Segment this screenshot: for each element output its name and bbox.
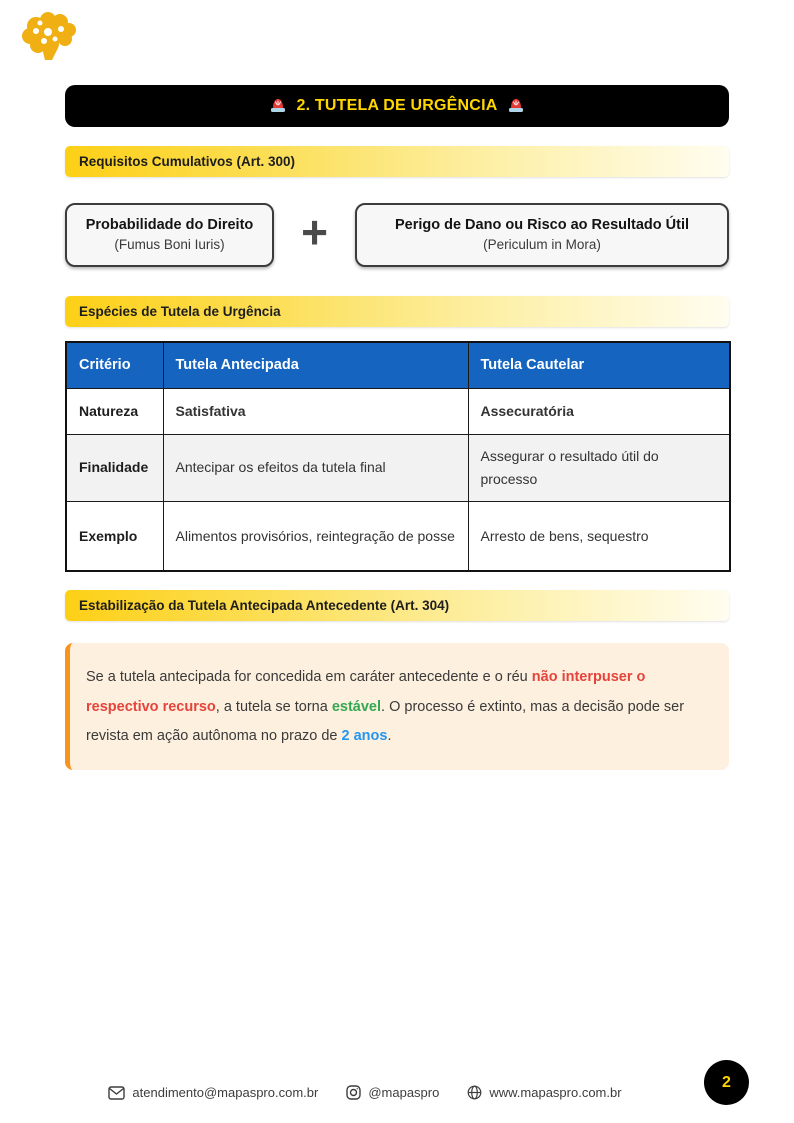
table-cell-antecipada: Alimentos provisórios, reintegração de posse [163, 501, 468, 571]
requirements-row [65, 203, 729, 267]
callout-text-segment: , a tutela se torna [215, 698, 332, 715]
globe-icon [467, 1085, 482, 1100]
table-header-criterio: Critério [66, 342, 163, 388]
callout-text-segment: Se a tutela antecipada for concedida em caráter antecedente e o réu [86, 669, 532, 685]
table-row [66, 501, 730, 571]
footer-website[interactable] [467, 1085, 621, 1100]
especies-table [65, 341, 731, 572]
mail-icon [108, 1086, 125, 1100]
page-number: 2 [722, 1073, 731, 1091]
table-header-cautelar: Tutela Cautelar [468, 342, 730, 388]
siren-icon [507, 95, 525, 118]
table-cell-cautelar: Arresto de bens, sequestro [468, 501, 730, 571]
table-cell-cautelar: Assecuratória [468, 388, 730, 434]
requirement-box-probabilidade [65, 203, 274, 267]
requirement-box-perigo [355, 203, 729, 267]
callout-text-segment: estável [331, 698, 382, 715]
footer-website-text: www.mapaspro.com.br [489, 1085, 622, 1100]
table-row [66, 388, 730, 434]
table-cell-criterion: Natureza [66, 388, 163, 434]
footer-instagram-text: @mapaspro [368, 1085, 440, 1100]
section-header-label: Estabilização da Tutela Antecipada Antecedente (Art. 304) [79, 598, 450, 613]
requirement-subtitle: (Periculum in Mora) [483, 237, 601, 253]
siren-icon [269, 95, 287, 118]
requirement-title: Probabilidade do Direito [85, 216, 254, 233]
section-header-estabilizacao [65, 590, 729, 621]
table-header-row [66, 342, 730, 388]
table-cell-antecipada: Satisfativa [163, 388, 468, 434]
section-header-especies [65, 296, 729, 327]
plus-operator-wrap [274, 203, 355, 267]
callout-text-segment: não interpuser o respectivo recurso [86, 669, 646, 715]
callout-text-segment: . [387, 728, 392, 745]
callout-text-segment: . O processo é extinto, mas a decisão pode ser revista em ação autônoma no prazo de [86, 698, 685, 745]
brain-logo-icon [18, 8, 82, 66]
section-header-label: Requisitos Cumulativos (Art. 300) [79, 154, 296, 169]
section-header-label: Espécies de Tutela de Urgência [79, 304, 281, 319]
callout-text-segment: 2 anos [341, 728, 388, 745]
footer-email[interactable] [108, 1085, 318, 1100]
table-cell-antecipada: Antecipar os efeitos da tutela final [163, 434, 468, 501]
requirement-title: Perigo de Dano ou Risco ao Resultado Útil [394, 216, 690, 233]
page-title-bar [65, 85, 729, 127]
footer-email-text: atendimento@mapaspro.com.br [132, 1085, 319, 1100]
plus-icon: + [301, 206, 328, 258]
footer [65, 1085, 665, 1100]
page-title: 2. TUTELA DE URGÊNCIA [296, 97, 498, 114]
section-header-requisitos [65, 146, 729, 177]
page-number-badge [704, 1060, 749, 1105]
instagram-icon [346, 1085, 361, 1100]
table-header-antecipada: Tutela Antecipada [163, 342, 468, 388]
table-row [66, 434, 730, 501]
table-cell-criterion: Finalidade [66, 434, 163, 501]
footer-instagram[interactable] [346, 1085, 439, 1100]
table-cell-cautelar: Assegurar o resultado útil do processo [468, 434, 730, 501]
table-cell-criterion: Exemplo [66, 501, 163, 571]
estabilizacao-callout [65, 643, 729, 770]
requirement-subtitle: (Fumus Boni Iuris) [114, 237, 225, 253]
